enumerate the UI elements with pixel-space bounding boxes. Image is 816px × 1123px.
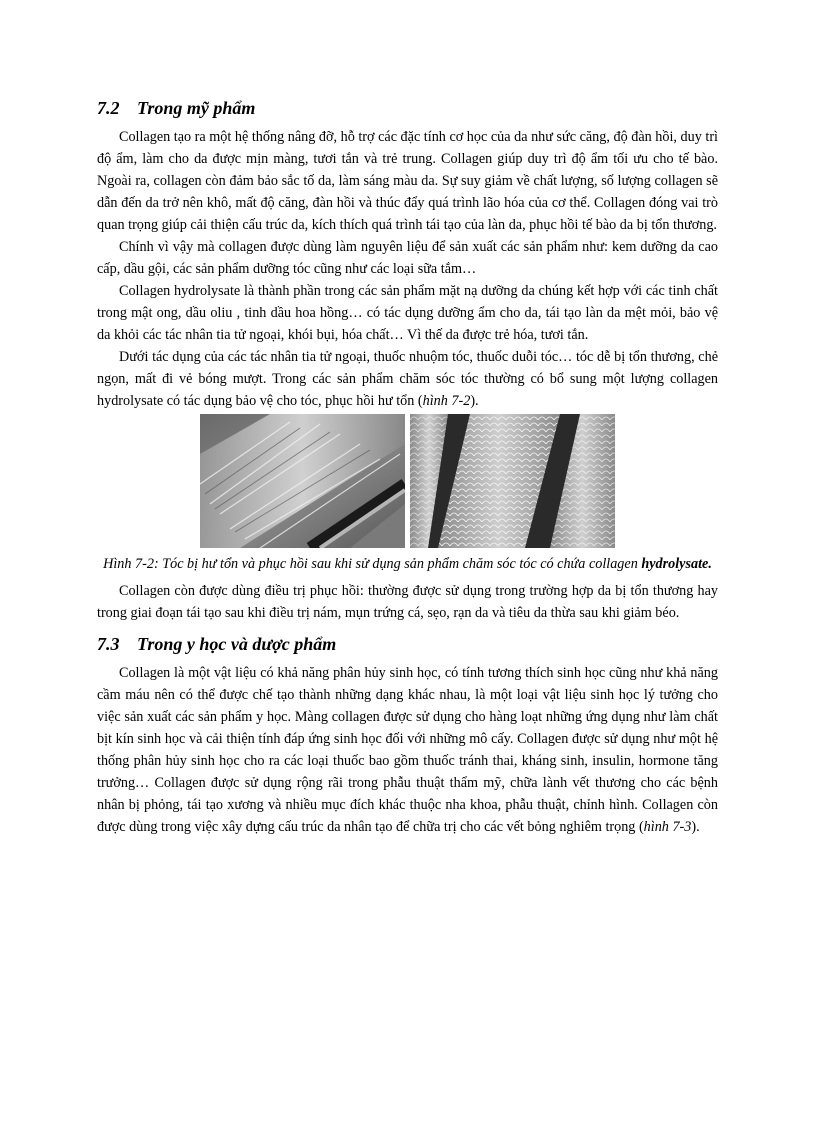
paragraph: Collagen tạo ra một hệ thống nâng đỡ, hỗ trợ các đặc tính cơ học của da như sức căng, độ đàn hồi, duy trì độ ẩm, làm cho da được mịn màng, tươi tắn và trẻ trung. Collagen giúp duy trì độ ẩm tối ưu cho tế bào. Ngoài ra, collagen còn đảm bảo sắc tố da, làm sáng màu da. Sự suy giảm về chất lượng, số lượng collagen sẽ dẫn đến da trở nên khô, mất độ căng, đàn hồi và thúc đẩy quá trình lão hóa của cơ thể. Collagen đóng vai trò quan trọng giúp cải thiện cấu trúc da, kích thích quá trình tái tạo của làn da, phục hồi tế bào da bị tổn thương. <box>97 129 718 233</box>
section-number: 7.3 <box>97 634 120 654</box>
section-heading-7-3 <box>97 632 718 656</box>
section-number: 7.2 <box>97 98 120 118</box>
figure-reference: hình 7-3 <box>643 819 692 835</box>
caption-label: Hình 7-2: <box>103 556 159 572</box>
paragraph <box>97 662 718 838</box>
restored-hair-photo <box>410 414 615 548</box>
paragraph-end: ). <box>470 393 479 409</box>
section-heading-7-2 <box>97 96 718 120</box>
figure-caption <box>97 554 718 574</box>
caption-text: Tóc bị hư tổn và phục hồi sau khi sử dụng sản phẩm chăm sóc tóc có chứa collagen <box>158 556 642 572</box>
caption-bold: hydrolysate. <box>641 556 712 572</box>
paragraph-end: ). <box>691 819 700 835</box>
document-page <box>97 96 718 838</box>
paragraph <box>97 346 718 412</box>
paragraph-text: Collagen là một vật liệu có khả năng phân hủy sinh học, có tính tương thích sinh học cũng như khả năng cầm máu nên có thể được chế tạo thành những dạng khác nhau, là một loại vật liệu sinh học lý tưởng cho việc sản xuất các sản phẩm y học. Màng collagen được sử dụng cho hàng loạt những ứng dụng như làm chất bịt kín sinh học và cải thiện tính đáp ứng sinh học đối với những mô cấy. Collagen được sử dụng như một hệ thống phân hủy sinh học cho ra các loại thuốc bao gồm thuốc tránh thai, kháng sinh, insulin, hormone tăng trưởng… Collagen được sử dụng rộng rãi trong phẫu thuật thẩm mỹ, chữa lành vết thương cho các bệnh nhân bị phỏng, tái tạo xương và nhiều mục đích khác thuộc nha khoa, phẫu thuật, chỉnh hình. Collagen còn được dùng trong việc xây dựng cấu trúc da nhân tạo để chữa trị cho các vết bỏng nghiêm trọng ( <box>97 665 718 835</box>
section-title: Trong mỹ phẩm <box>137 98 256 118</box>
paragraph: Collagen hydrolysate là thành phần trong các sản phẩm mặt nạ dưỡng da chúng kết hợp với các tinh chất trong mật ong, dầu oliu , tinh dầu hoa hồng… có tác dụng dưỡng ẩm cho da, tái tạo làn da mệt mỏi, bảo vệ da khỏi các tác nhân tia tử ngoại, khói bụi, hóa chất… Vì thế da được trẻ hóa, tươi tắn. <box>97 283 718 343</box>
paragraph-text: Dưới tác dụng của các tác nhân tia tử ngoại, thuốc nhuộm tóc, thuốc duỗi tóc… tóc dễ bị tổn thương, chẻ ngọn, mất đi vẻ bóng mượt. Trong các sản phẩm chăm sóc tóc thường có bổ sung một lượng collagen hydrolysate có tác dụng bảo vệ cho tóc, phục hồi hư tổn ( <box>97 349 718 409</box>
paragraph: Collagen còn được dùng điều trị phục hồi: thường được sử dụng trong trường hợp da bị tổn thương hay trong giai đoạn tái tạo sau khi điều trị nám, mụn trứng cá, sẹo, rạn da và tiêu da thừa sau khi giảm béo. <box>97 583 718 621</box>
hair-figure <box>97 414 718 548</box>
figure-reference: hình 7-2 <box>422 393 471 409</box>
paragraph: Chính vì vậy mà collagen được dùng làm nguyên liệu để sản xuất các sản phẩm như: kem dưỡng da cao cấp, dầu gội, các sản phẩm dưỡng tóc cũng như các loại sữa tắm… <box>97 239 718 277</box>
section-title: Trong y học và dược phẩm <box>137 634 337 654</box>
damaged-hair-photo <box>200 414 405 548</box>
